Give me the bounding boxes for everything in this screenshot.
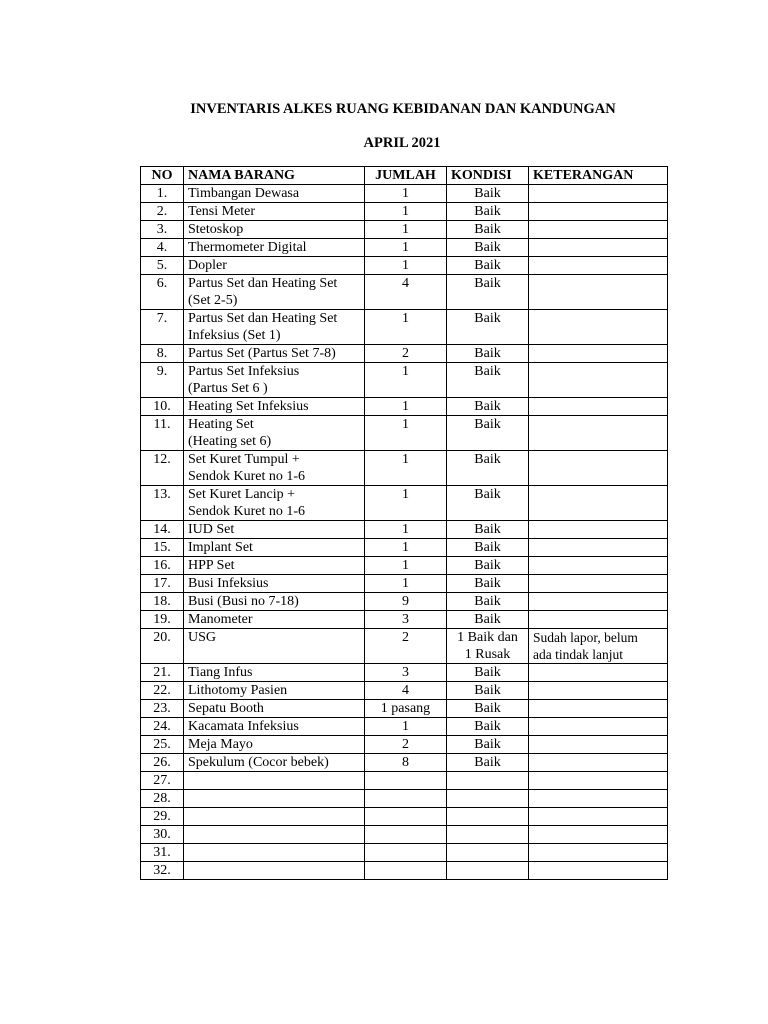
cell-jumlah xyxy=(365,790,447,808)
nama-barang-line: Thermometer Digital xyxy=(188,240,307,255)
cell-nama-barang xyxy=(184,575,365,593)
nama-barang-line: Timbangan Dewasa xyxy=(188,186,300,201)
nama-barang-line: Partus Set dan Heating Set xyxy=(188,276,338,291)
table-row xyxy=(141,239,668,257)
cell-no: 17. xyxy=(141,575,184,593)
cell-kondisi xyxy=(447,844,529,862)
cell-keterangan xyxy=(529,629,668,664)
cell-kondisi xyxy=(447,754,529,772)
nama-barang-line: Busi (Busi no 7-18) xyxy=(188,594,299,609)
nama-barang-line: IUD Set xyxy=(188,522,235,537)
cell-keterangan xyxy=(529,664,668,682)
cell-jumlah xyxy=(365,826,447,844)
cell-kondisi xyxy=(447,557,529,575)
nama-barang-line: Heating Set xyxy=(188,417,254,432)
nama-barang-line: Set Kuret Lancip + xyxy=(188,487,296,502)
kondisi-line: Baik xyxy=(474,612,501,627)
cell-jumlah: 2 xyxy=(365,629,447,664)
table-row xyxy=(141,521,668,539)
kondisi-line: Baik xyxy=(474,487,501,502)
table-row xyxy=(141,808,668,826)
cell-nama-barang xyxy=(184,718,365,736)
nama-barang-line: Meja Mayo xyxy=(188,737,253,752)
nama-barang-line: Partus Set Infeksius xyxy=(188,364,300,379)
cell-kondisi xyxy=(447,611,529,629)
kondisi-line: Baik xyxy=(474,683,501,698)
cell-nama-barang xyxy=(184,363,365,398)
cell-kondisi xyxy=(447,398,529,416)
cell-jumlah: 1 xyxy=(365,363,447,398)
table-row xyxy=(141,826,668,844)
cell-nama-barang xyxy=(184,521,365,539)
cell-jumlah xyxy=(365,772,447,790)
cell-no: 13. xyxy=(141,486,184,521)
header-no: NO xyxy=(141,167,184,185)
cell-jumlah xyxy=(365,862,447,880)
cell-kondisi xyxy=(447,629,529,664)
table-row xyxy=(141,310,668,345)
cell-keterangan xyxy=(529,862,668,880)
cell-nama-barang xyxy=(184,275,365,310)
cell-no: 22. xyxy=(141,682,184,700)
cell-no: 16. xyxy=(141,557,184,575)
cell-no: 23. xyxy=(141,700,184,718)
cell-no: 9. xyxy=(141,363,184,398)
table-row xyxy=(141,593,668,611)
header-jumlah: JUMLAH xyxy=(365,167,447,185)
cell-keterangan xyxy=(529,718,668,736)
table-row xyxy=(141,844,668,862)
cell-no: 32. xyxy=(141,862,184,880)
cell-keterangan xyxy=(529,275,668,310)
cell-keterangan xyxy=(529,416,668,451)
cell-keterangan xyxy=(529,203,668,221)
cell-nama-barang xyxy=(184,185,365,203)
cell-jumlah: 8 xyxy=(365,754,447,772)
cell-jumlah: 1 xyxy=(365,310,447,345)
table-row xyxy=(141,700,668,718)
cell-nama-barang xyxy=(184,611,365,629)
header-nama-barang: NAMA BARANG xyxy=(184,167,365,185)
cell-jumlah: 1 xyxy=(365,539,447,557)
table-row xyxy=(141,772,668,790)
nama-barang-line: Implant Set xyxy=(188,540,253,555)
nama-barang-line: Lithotomy Pasien xyxy=(188,683,288,698)
cell-no: 24. xyxy=(141,718,184,736)
kondisi-line: Baik xyxy=(474,719,501,734)
cell-kondisi xyxy=(447,736,529,754)
cell-jumlah: 3 xyxy=(365,664,447,682)
cell-keterangan xyxy=(529,257,668,275)
cell-kondisi xyxy=(447,539,529,557)
cell-kondisi xyxy=(447,808,529,826)
cell-no: 7. xyxy=(141,310,184,345)
cell-nama-barang xyxy=(184,221,365,239)
cell-jumlah: 1 pasang xyxy=(365,700,447,718)
nama-barang-line: Kacamata Infeksius xyxy=(188,719,299,734)
cell-keterangan xyxy=(529,363,668,398)
cell-keterangan xyxy=(529,682,668,700)
table-row xyxy=(141,539,668,557)
kondisi-line: Baik xyxy=(474,364,501,379)
kondisi-line: Baik xyxy=(474,540,501,555)
kondisi-line: Baik xyxy=(474,240,501,255)
cell-jumlah: 1 xyxy=(365,257,447,275)
cell-no: 1. xyxy=(141,185,184,203)
nama-barang-line: Set Kuret Tumpul + xyxy=(188,452,300,467)
cell-nama-barang xyxy=(184,682,365,700)
table-row xyxy=(141,416,668,451)
cell-nama-barang xyxy=(184,203,365,221)
cell-jumlah: 1 xyxy=(365,398,447,416)
cell-jumlah: 1 xyxy=(365,575,447,593)
cell-kondisi xyxy=(447,575,529,593)
cell-keterangan xyxy=(529,345,668,363)
nama-barang-line: Sendok Kuret no 1-6 xyxy=(188,469,306,484)
kondisi-line: Baik xyxy=(474,522,501,537)
nama-barang-line: (Heating set 6) xyxy=(188,434,272,449)
cell-no: 8. xyxy=(141,345,184,363)
cell-no: 10. xyxy=(141,398,184,416)
cell-keterangan xyxy=(529,844,668,862)
cell-no: 14. xyxy=(141,521,184,539)
table-row xyxy=(141,629,668,664)
cell-jumlah: 1 xyxy=(365,221,447,239)
cell-kondisi xyxy=(447,203,529,221)
kondisi-line: Baik xyxy=(474,594,501,609)
cell-no: 12. xyxy=(141,451,184,486)
cell-nama-barang xyxy=(184,398,365,416)
cell-no: 20. xyxy=(141,629,184,664)
cell-jumlah: 4 xyxy=(365,682,447,700)
kondisi-line: Baik xyxy=(474,558,501,573)
table-row xyxy=(141,664,668,682)
cell-kondisi xyxy=(447,363,529,398)
table-row xyxy=(141,718,668,736)
nama-barang-line: Manometer xyxy=(188,612,253,627)
keterangan-line: ada tindak lanjut xyxy=(533,647,623,662)
kondisi-line: Baik xyxy=(474,576,501,591)
cell-kondisi xyxy=(447,275,529,310)
cell-kondisi xyxy=(447,257,529,275)
kondisi-line: Baik xyxy=(474,665,501,680)
cell-kondisi xyxy=(447,239,529,257)
cell-no: 11. xyxy=(141,416,184,451)
cell-kondisi xyxy=(447,521,529,539)
cell-nama-barang xyxy=(184,808,365,826)
nama-barang-line: Sendok Kuret no 1-6 xyxy=(188,504,306,519)
cell-nama-barang xyxy=(184,772,365,790)
cell-kondisi xyxy=(447,700,529,718)
cell-nama-barang xyxy=(184,664,365,682)
table-row xyxy=(141,486,668,521)
kondisi-line: Baik xyxy=(474,452,501,467)
cell-nama-barang xyxy=(184,754,365,772)
cell-keterangan xyxy=(529,185,668,203)
kondisi-line: 1 Baik dan xyxy=(457,630,518,645)
table-row xyxy=(141,575,668,593)
cell-nama-barang xyxy=(184,257,365,275)
cell-no: 25. xyxy=(141,736,184,754)
cell-keterangan xyxy=(529,826,668,844)
cell-keterangan xyxy=(529,398,668,416)
nama-barang-line: Partus Set (Partus Set 7-8) xyxy=(188,346,336,361)
cell-jumlah: 3 xyxy=(365,611,447,629)
cell-jumlah: 1 xyxy=(365,718,447,736)
cell-nama-barang xyxy=(184,790,365,808)
kondisi-line: Baik xyxy=(474,222,501,237)
cell-kondisi xyxy=(447,451,529,486)
nama-barang-line: USG xyxy=(188,630,217,645)
cell-kondisi xyxy=(447,486,529,521)
cell-keterangan xyxy=(529,486,668,521)
nama-barang-line: (Partus Set 6 ) xyxy=(188,381,268,396)
nama-barang-line: Sepatu Booth xyxy=(188,701,264,716)
table-row xyxy=(141,221,668,239)
cell-no: 29. xyxy=(141,808,184,826)
cell-keterangan xyxy=(529,790,668,808)
nama-barang-line: Partus Set dan Heating Set xyxy=(188,311,338,326)
keterangan-line: Sudah lapor, belum xyxy=(533,630,638,645)
cell-nama-barang xyxy=(184,345,365,363)
cell-keterangan xyxy=(529,700,668,718)
nama-barang-line: HPP Set xyxy=(188,558,235,573)
document-title: INVENTARIS ALKES RUANG KEBIDANAN DAN KANDUNGAN xyxy=(190,101,616,117)
kondisi-line: Baik xyxy=(474,737,501,752)
cell-no: 26. xyxy=(141,754,184,772)
cell-keterangan xyxy=(529,310,668,345)
cell-keterangan xyxy=(529,557,668,575)
table-row xyxy=(141,754,668,772)
cell-keterangan xyxy=(529,575,668,593)
cell-no: 3. xyxy=(141,221,184,239)
nama-barang-line: Dopler xyxy=(188,258,227,273)
cell-keterangan xyxy=(529,754,668,772)
cell-jumlah: 1 xyxy=(365,486,447,521)
cell-jumlah xyxy=(365,844,447,862)
cell-jumlah: 1 xyxy=(365,521,447,539)
cell-no: 4. xyxy=(141,239,184,257)
cell-keterangan xyxy=(529,772,668,790)
inventory-table xyxy=(140,166,668,880)
cell-kondisi xyxy=(447,221,529,239)
table-row xyxy=(141,398,668,416)
nama-barang-line: Tiang Infus xyxy=(188,665,253,680)
cell-keterangan xyxy=(529,808,668,826)
table-row xyxy=(141,203,668,221)
header-keterangan: KETERANGAN xyxy=(529,167,668,185)
kondisi-line: Baik xyxy=(474,186,501,201)
cell-nama-barang xyxy=(184,736,365,754)
cell-nama-barang xyxy=(184,826,365,844)
table-body xyxy=(141,185,668,880)
kondisi-line: 1 Rusak xyxy=(464,647,511,662)
kondisi-line: Baik xyxy=(474,346,501,361)
table-row xyxy=(141,862,668,880)
table-row xyxy=(141,275,668,310)
cell-kondisi xyxy=(447,664,529,682)
cell-keterangan xyxy=(529,221,668,239)
cell-no: 6. xyxy=(141,275,184,310)
kondisi-line: Baik xyxy=(474,311,501,326)
cell-nama-barang xyxy=(184,451,365,486)
cell-keterangan xyxy=(529,593,668,611)
kondisi-line: Baik xyxy=(474,399,501,414)
cell-no: 2. xyxy=(141,203,184,221)
cell-keterangan xyxy=(529,736,668,754)
nama-barang-line: Tensi Meter xyxy=(188,204,256,219)
table-header-row xyxy=(141,167,668,185)
cell-no: 18. xyxy=(141,593,184,611)
header-kondisi: KONDISI xyxy=(447,167,529,185)
nama-barang-line: Spekulum (Cocor bebek) xyxy=(188,755,329,770)
cell-keterangan xyxy=(529,611,668,629)
table-row xyxy=(141,557,668,575)
cell-jumlah: 1 xyxy=(365,239,447,257)
cell-jumlah: 1 xyxy=(365,557,447,575)
table-row xyxy=(141,345,668,363)
cell-kondisi xyxy=(447,826,529,844)
cell-no: 21. xyxy=(141,664,184,682)
kondisi-line: Baik xyxy=(474,701,501,716)
cell-nama-barang xyxy=(184,700,365,718)
cell-kondisi xyxy=(447,718,529,736)
cell-kondisi xyxy=(447,310,529,345)
cell-jumlah: 4 xyxy=(365,275,447,310)
cell-jumlah: 2 xyxy=(365,736,447,754)
kondisi-line: Baik xyxy=(474,276,501,291)
cell-no: 15. xyxy=(141,539,184,557)
cell-nama-barang xyxy=(184,557,365,575)
cell-nama-barang xyxy=(184,539,365,557)
cell-kondisi xyxy=(447,345,529,363)
cell-kondisi xyxy=(447,682,529,700)
nama-barang-line: Stetoskop xyxy=(188,222,244,237)
table-row xyxy=(141,611,668,629)
cell-nama-barang xyxy=(184,486,365,521)
cell-no: 27. xyxy=(141,772,184,790)
cell-nama-barang xyxy=(184,629,365,664)
cell-jumlah: 1 xyxy=(365,203,447,221)
kondisi-line: Baik xyxy=(474,417,501,432)
cell-nama-barang xyxy=(184,416,365,451)
cell-nama-barang xyxy=(184,862,365,880)
table-row xyxy=(141,185,668,203)
kondisi-line: Baik xyxy=(474,755,501,770)
cell-jumlah xyxy=(365,808,447,826)
table-row xyxy=(141,736,668,754)
cell-keterangan xyxy=(529,239,668,257)
cell-kondisi xyxy=(447,593,529,611)
cell-keterangan xyxy=(529,451,668,486)
cell-kondisi xyxy=(447,185,529,203)
nama-barang-line: Infeksius (Set 1) xyxy=(188,328,281,343)
cell-no: 19. xyxy=(141,611,184,629)
cell-jumlah: 1 xyxy=(365,185,447,203)
table-row xyxy=(141,682,668,700)
cell-nama-barang xyxy=(184,593,365,611)
table-row xyxy=(141,257,668,275)
cell-jumlah: 1 xyxy=(365,451,447,486)
cell-jumlah: 1 xyxy=(365,416,447,451)
cell-jumlah: 9 xyxy=(365,593,447,611)
nama-barang-line: Busi Infeksius xyxy=(188,576,269,591)
kondisi-line: Baik xyxy=(474,258,501,273)
cell-kondisi xyxy=(447,772,529,790)
cell-jumlah: 2 xyxy=(365,345,447,363)
cell-nama-barang xyxy=(184,844,365,862)
cell-nama-barang xyxy=(184,310,365,345)
table-row xyxy=(141,790,668,808)
cell-keterangan xyxy=(529,539,668,557)
cell-keterangan xyxy=(529,521,668,539)
nama-barang-line: (Set 2-5) xyxy=(188,293,238,308)
cell-no: 5. xyxy=(141,257,184,275)
cell-nama-barang xyxy=(184,239,365,257)
table-row xyxy=(141,451,668,486)
cell-no: 30. xyxy=(141,826,184,844)
cell-kondisi xyxy=(447,862,529,880)
table-row xyxy=(141,363,668,398)
kondisi-line: Baik xyxy=(474,204,501,219)
cell-no: 28. xyxy=(141,790,184,808)
cell-kondisi xyxy=(447,790,529,808)
cell-no: 31. xyxy=(141,844,184,862)
nama-barang-line: Heating Set Infeksius xyxy=(188,399,309,414)
cell-kondisi xyxy=(447,416,529,451)
document-subtitle: APRIL 2021 xyxy=(363,135,441,151)
